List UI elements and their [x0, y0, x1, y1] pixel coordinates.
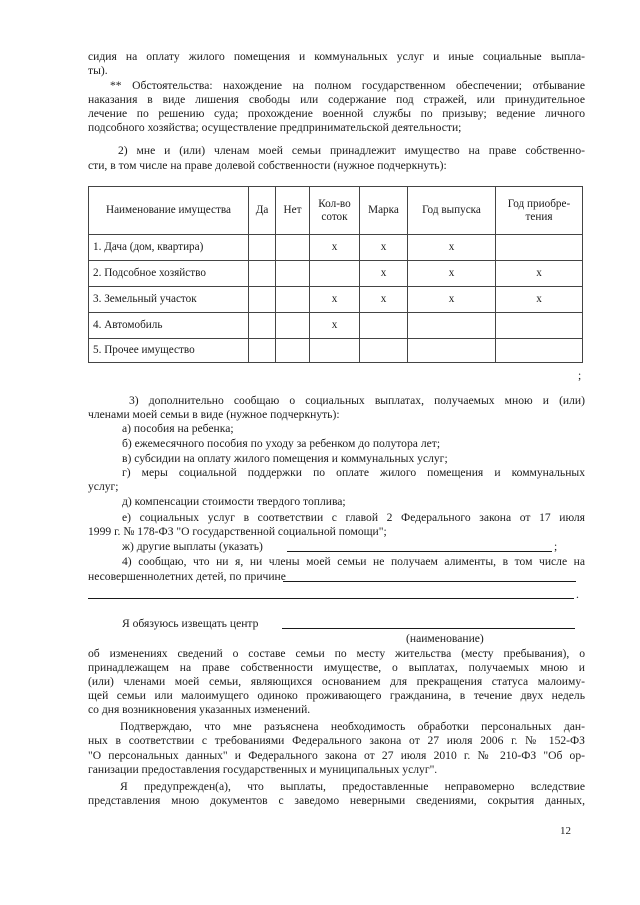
cell-no: [276, 313, 310, 339]
table-row: [89, 261, 583, 287]
cell-yes: [249, 339, 276, 363]
footnote-line-1: ** Обстоятельства: нахождение на полном государственном обеспечении; отбывание: [110, 79, 585, 92]
cell-no: [276, 339, 310, 363]
table-row: [89, 235, 583, 261]
cell-no: [276, 235, 310, 261]
item3-option-v: в) субсидии на оплату жилого помещения и коммунальных услуг;: [122, 452, 448, 465]
cell-brand: x: [360, 287, 408, 313]
cell-plots: x: [310, 235, 360, 261]
row-name: 3. Земельный участок: [89, 287, 249, 313]
warning-line-2: представления мною документов с заведомо неверными сведениями, сокрытия данных,: [88, 794, 585, 807]
notify-line-5: со дня возникновения указанных изменений.: [88, 703, 311, 716]
cell-yes: [249, 235, 276, 261]
item3-option-zh-end: ;: [554, 540, 558, 553]
other-payments-blank[interactable]: [287, 551, 552, 552]
table-row: [89, 287, 583, 313]
cell-year-made: [408, 313, 496, 339]
notify-line-4: щей семьи или малоимущего одиноко проживающего гражданина, в течение двух недель: [88, 689, 585, 702]
cell-plots: [310, 339, 360, 363]
item3-option-d: д) компенсации стоимости твердого топлива;: [122, 495, 346, 508]
cell-plots: x: [310, 287, 360, 313]
cell-year-acquired: x: [496, 261, 583, 287]
item2-line-2: сти, в том числе на праве долевой собственности (нужное подчеркнуть):: [88, 159, 447, 172]
header-property-name: Наименование имущества: [89, 187, 249, 235]
row-name: 1. Дача (дом, квартира): [89, 235, 249, 261]
cell-yes: [249, 313, 276, 339]
table-trailing-semicolon: ;: [578, 369, 582, 382]
alimony-reason-blank-1[interactable]: [283, 581, 576, 582]
table-row: [89, 339, 583, 363]
cell-year-acquired: [496, 313, 583, 339]
cell-no: [276, 287, 310, 313]
notify-line-2: принадлежащем на праве собственности имуществе, о выплатах, получаемых мною и: [88, 661, 585, 674]
cell-year-made: x: [408, 287, 496, 313]
cell-year-acquired: [496, 235, 583, 261]
item3-line-2: членами моей семьи в виде (нужное подчеркнуть):: [88, 408, 340, 421]
page-number: 12: [560, 825, 571, 837]
table-header-row: [89, 187, 583, 235]
cell-plots: [310, 261, 360, 287]
warning-line-1: Я предупрежден(а), что выплаты, предоставленные неправомерно вследствие: [120, 780, 585, 793]
alimony-reason-blank-2[interactable]: [88, 598, 574, 599]
consent-line-2: ных в соответствии с требованиями Федерального закона от 27 июля 2006 г. № 152-ФЗ: [88, 734, 585, 747]
header-year-acquired: Год приобре-тения: [496, 187, 583, 235]
cell-brand: x: [360, 261, 408, 287]
item4-line-1: 4) сообщаю, что ни я, ни члены моей семьи не получаем алименты, в том числе на: [122, 555, 585, 568]
notify-lead: Я обязуюсь извещать центр: [122, 617, 259, 630]
cell-yes: [249, 287, 276, 313]
cell-year-made: x: [408, 235, 496, 261]
item3-line-1: 3) дополнительно сообщаю о социальных выплатах, получаемых мною и (или): [129, 394, 585, 407]
header-year-made: Год выпуска: [408, 187, 496, 235]
property-table: [88, 186, 583, 363]
header-brand: Марка: [360, 187, 408, 235]
item3-option-zh: ж) другие выплаты (указать): [122, 540, 263, 553]
item2-line-1: 2) мне и (или) членам моей семьи принадлежит имущество на праве собственно-: [118, 144, 585, 157]
table-row: [89, 313, 583, 339]
row-name: 5. Прочее имущество: [89, 339, 249, 363]
cell-yes: [249, 261, 276, 287]
header-plot-count: Кол-во соток: [310, 187, 360, 235]
consent-line-1: Подтверждаю, что мне разъяснена необходимость обработки персональных дан-: [120, 720, 585, 733]
cell-no: [276, 261, 310, 287]
consent-line-4: ганизации предоставления государственных и муниципальных услуг".: [88, 763, 438, 776]
intro-line-2: ты).: [88, 64, 108, 77]
item3-option-g-line-1: г) меры социальной поддержки по оплате жилого помещения и коммунальных: [122, 466, 585, 479]
item3-option-b: б) ежемесячного пособия по уходу за ребенком до полутора лет;: [122, 437, 441, 450]
notify-line-3: (или) членами моей семьи, являющихся основанием для прекращения статуса малоиму-: [88, 675, 585, 688]
cell-brand: [360, 339, 408, 363]
footnote-line-3: лечение по решению суда; прохождение военной службы по призыву; ведение личного: [88, 107, 585, 120]
header-yes: Да: [249, 187, 276, 235]
item4-end: .: [576, 588, 579, 601]
intro-line-1: сидия на оплату жилого помещения и коммунальных услуг и иные социальные выпла-: [88, 50, 585, 63]
item3-option-g-line-2: услуг;: [88, 480, 119, 493]
footnote-line-2: наказания в виде лишения свободы или содержание под стражей, или принудительное: [88, 93, 585, 106]
cell-year-made: [408, 339, 496, 363]
item3-option-a: а) пособия на ребенка;: [122, 422, 234, 435]
cell-year-acquired: x: [496, 287, 583, 313]
item3-option-e-line-1: е) социальных услуг в соответствии с главой 2 Федерального закона от 17 июля: [122, 511, 585, 524]
item3-option-e-line-2: 1999 г. № 178-ФЗ "О государственной социальной помощи";: [88, 525, 387, 538]
footnote-line-4: подсобного хозяйства; осуществление предпринимательской деятельности;: [88, 121, 462, 134]
cell-brand: x: [360, 235, 408, 261]
cell-year-made: x: [408, 261, 496, 287]
row-name: 2. Подсобное хозяйство: [89, 261, 249, 287]
cell-brand: [360, 313, 408, 339]
cell-plots: x: [310, 313, 360, 339]
notify-line-1: об изменениях сведений о составе семьи по месту жительства (месту пребывания), о: [88, 647, 585, 660]
item4-line-2: несовершеннолетних детей, по причине: [88, 570, 286, 583]
center-name-blank[interactable]: [282, 628, 575, 629]
cell-year-acquired: [496, 339, 583, 363]
notify-caption: (наименование): [406, 632, 484, 645]
header-no: Нет: [276, 187, 310, 235]
row-name: 4. Автомобиль: [89, 313, 249, 339]
consent-line-3: "О персональных данных" и Федерального закона от 27 июля 2010 г. № 210-ФЗ "Об ор-: [88, 749, 585, 762]
